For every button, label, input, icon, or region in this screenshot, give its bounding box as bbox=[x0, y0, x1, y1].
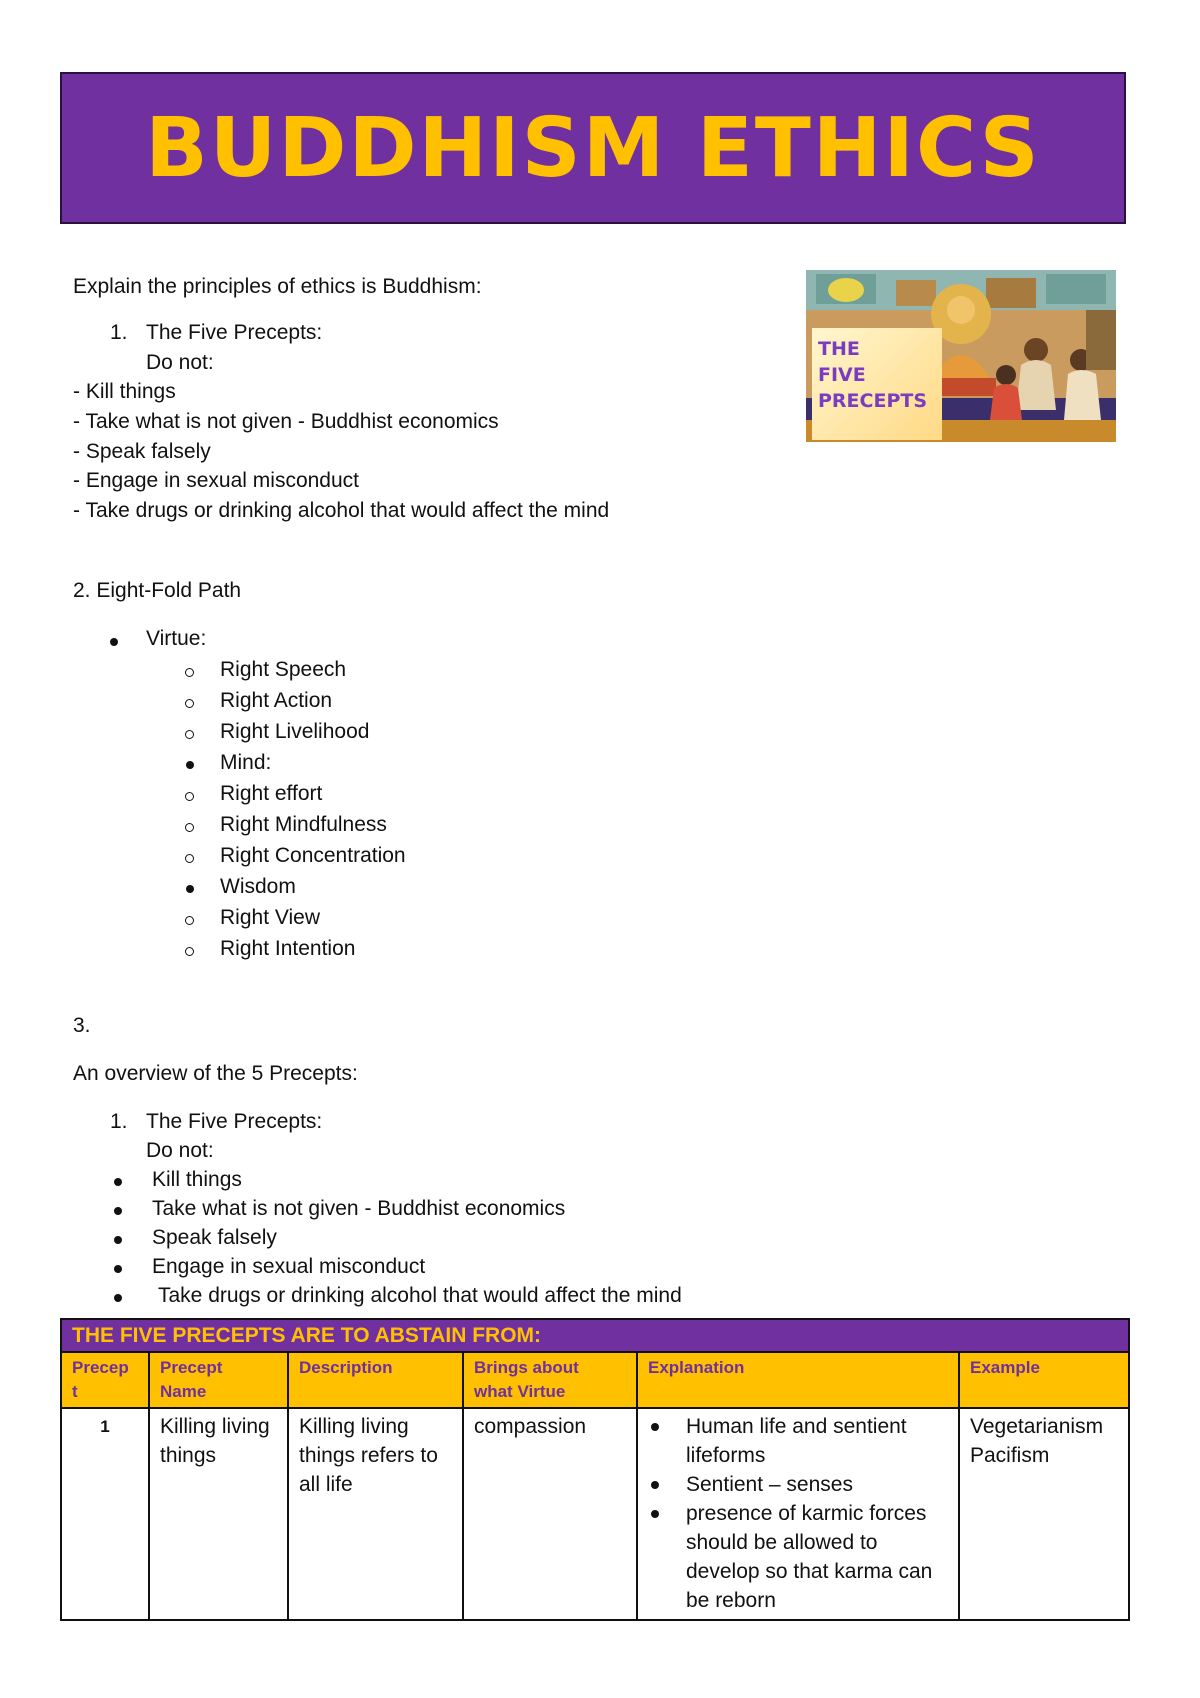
eightfold-item: Right Intention bbox=[220, 937, 356, 960]
eightfold-item: Right Action bbox=[220, 689, 333, 712]
section3-item: Take what is not given - Buddhist economics bbox=[152, 1197, 566, 1220]
circle-bullet-icon bbox=[185, 823, 194, 832]
title-banner bbox=[60, 72, 1126, 224]
bullet-icon bbox=[114, 1294, 122, 1302]
section3-overview: An overview of the 5 Precepts: bbox=[73, 1062, 358, 1085]
cell-virtue: compassion bbox=[463, 1408, 637, 1620]
explanation-item: Sentient – senses bbox=[648, 1470, 948, 1499]
intro-prompt: Explain the principles of ethics is Buddhism: bbox=[73, 275, 482, 298]
cell-explanation bbox=[637, 1408, 959, 1620]
cell-precept-number: 1 bbox=[61, 1408, 149, 1620]
circle-bullet-icon bbox=[185, 792, 194, 801]
bullet-icon bbox=[114, 1207, 122, 1215]
eightfold-item: Wisdom bbox=[220, 875, 296, 898]
eightfold-item: Right Speech bbox=[220, 658, 347, 681]
five-precepts-image bbox=[806, 270, 1116, 442]
image-caption-line: FIVE bbox=[818, 364, 866, 386]
page-title: BUDDHISM ETHICS bbox=[145, 100, 1041, 196]
eightfold-item: Right effort bbox=[220, 782, 323, 805]
explanation-item: Human life and sentient lifeforms bbox=[648, 1412, 948, 1470]
image-caption-line: PRECEPTS bbox=[818, 390, 928, 412]
table-row bbox=[61, 1408, 1129, 1620]
bullet-icon bbox=[186, 885, 194, 893]
cell-description: Killing living things refers to all life bbox=[288, 1408, 463, 1620]
header-precept: Precep t bbox=[61, 1352, 149, 1408]
eightfold-item: Mind: bbox=[220, 751, 272, 774]
explanation-item: presence of karmic forces should be allowed to develop so that karma can be reborn bbox=[648, 1499, 948, 1615]
table-header-row bbox=[61, 1352, 1129, 1408]
intro-do-not: Do not: bbox=[146, 351, 214, 374]
circle-bullet-icon bbox=[185, 947, 194, 956]
header-example: Example bbox=[959, 1352, 1129, 1408]
section3-item: Engage in sexual misconduct bbox=[152, 1255, 426, 1278]
bullet-icon bbox=[114, 1236, 122, 1244]
section3-item: Speak falsely bbox=[152, 1226, 277, 1249]
circle-bullet-icon bbox=[185, 668, 194, 677]
cell-precept-name: Killing living things bbox=[149, 1408, 288, 1620]
eightfold-item: Right Mindfulness bbox=[220, 813, 387, 836]
circle-bullet-icon bbox=[185, 854, 194, 863]
image-caption-line: THE bbox=[818, 338, 860, 360]
section3-list-marker: 1. bbox=[110, 1110, 128, 1133]
eightfold-virtue: Virtue: bbox=[146, 627, 207, 650]
section3-number: 3. bbox=[73, 1014, 91, 1037]
section3-heading: The Five Precepts: bbox=[146, 1110, 323, 1133]
explanation-list bbox=[648, 1412, 948, 1615]
eightfold-heading: 2. Eight-Fold Path bbox=[73, 579, 242, 602]
circle-bullet-icon bbox=[185, 916, 194, 925]
circle-bullet-icon bbox=[185, 699, 194, 708]
intro-list-marker: 1. bbox=[110, 321, 128, 344]
section3-item: Kill things bbox=[152, 1168, 242, 1191]
header-precept-name: Precept Name bbox=[149, 1352, 288, 1408]
table-title: THE FIVE PRECEPTS ARE TO ABSTAIN FROM: bbox=[61, 1319, 1129, 1352]
bullet-icon bbox=[110, 638, 118, 646]
eightfold-item: Right Livelihood bbox=[220, 720, 370, 743]
header-explanation: Explanation bbox=[637, 1352, 959, 1408]
intro-item: - Kill things bbox=[73, 380, 176, 403]
cell-example bbox=[959, 1408, 1129, 1620]
header-description: Description bbox=[288, 1352, 463, 1408]
intro-item: - Take what is not given - Buddhist economics bbox=[73, 410, 499, 433]
example-item: Pacifism bbox=[970, 1444, 1050, 1467]
bullet-icon bbox=[186, 761, 194, 769]
section3-do-not: Do not: bbox=[146, 1139, 214, 1162]
intro-item: - Engage in sexual misconduct bbox=[73, 469, 359, 492]
image-caption bbox=[812, 328, 942, 440]
eightfold-item: Right Concentration bbox=[220, 844, 406, 867]
eightfold-item: Right View bbox=[220, 906, 320, 929]
precepts-table bbox=[60, 1318, 1130, 1621]
table-title-row bbox=[61, 1319, 1129, 1352]
intro-item: - Take drugs or drinking alcohol that would affect the mind bbox=[73, 499, 610, 522]
circle-bullet-icon bbox=[185, 730, 194, 739]
bullet-icon bbox=[114, 1265, 122, 1273]
bullet-icon bbox=[114, 1178, 122, 1186]
header-virtue: Brings about what Virtue bbox=[463, 1352, 637, 1408]
section3-item: Take drugs or drinking alcohol that would affect the mind bbox=[158, 1284, 682, 1307]
intro-heading: The Five Precepts: bbox=[146, 321, 323, 344]
intro-item: - Speak falsely bbox=[73, 440, 211, 463]
example-item: Vegetarianism bbox=[970, 1415, 1104, 1438]
